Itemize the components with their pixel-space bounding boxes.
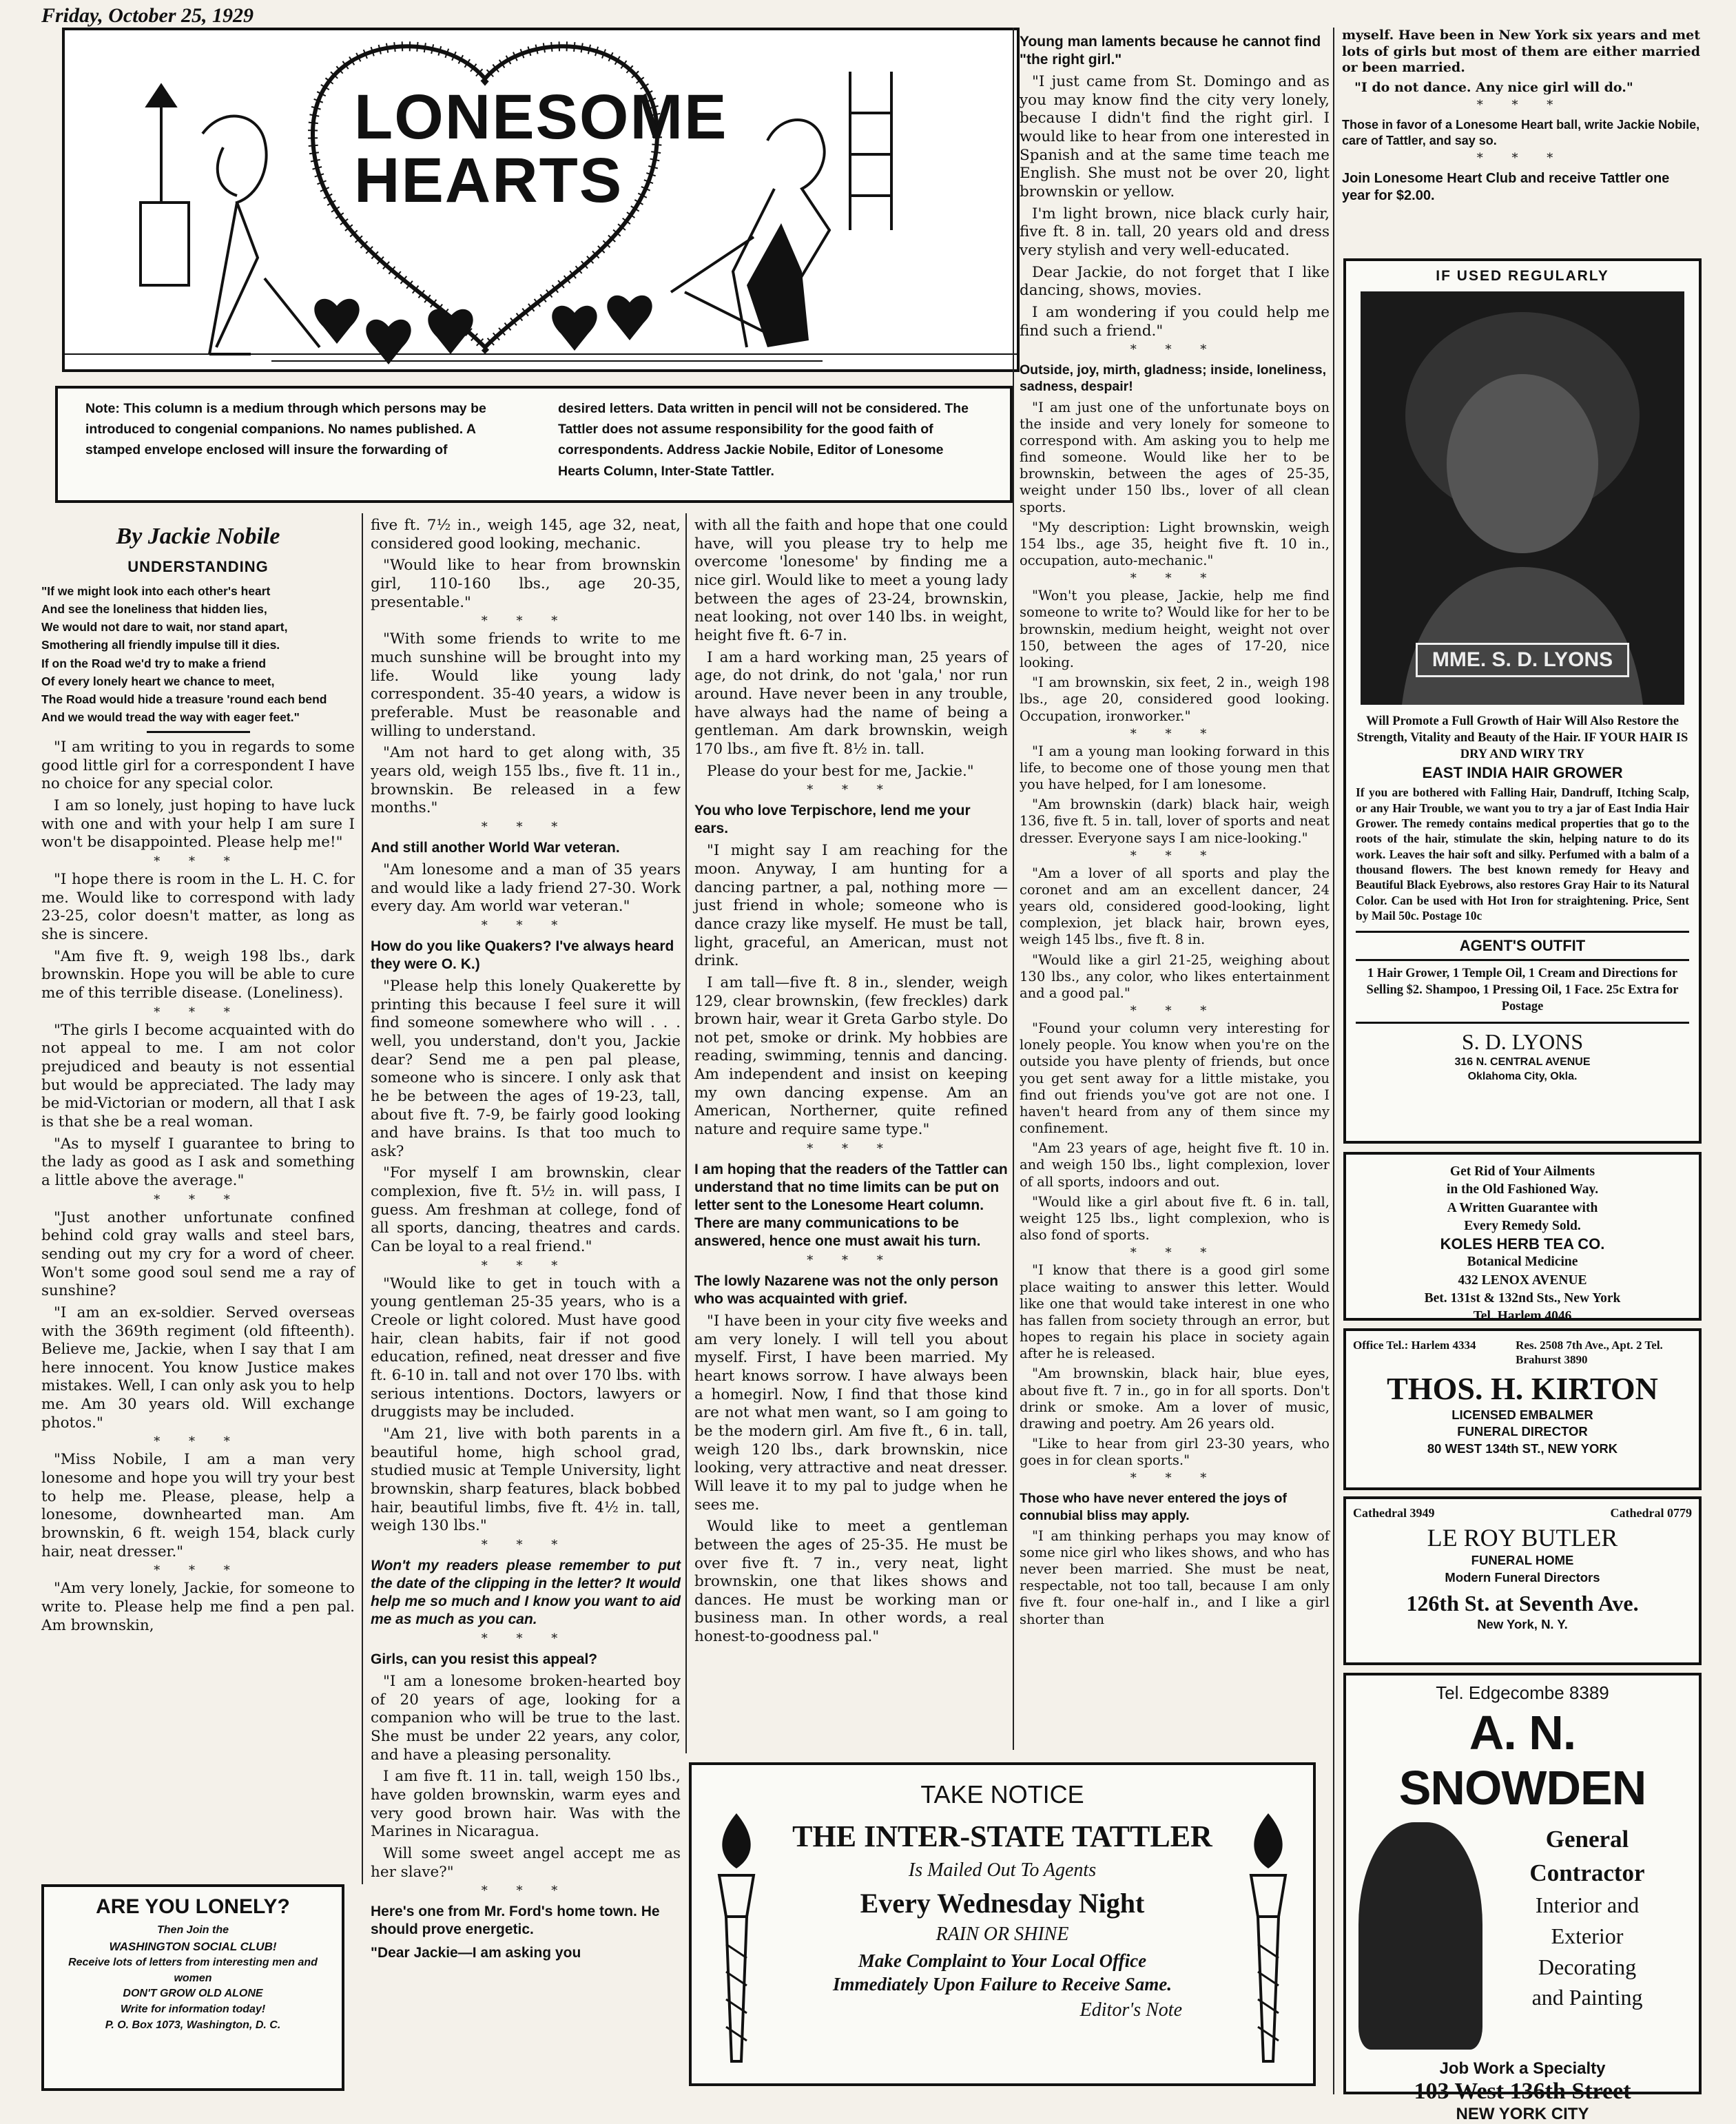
ad-line: Job Work a Specialty (1439, 2059, 1606, 2078)
letter-paragraph: "Am not hard to get along with, 35 years old, weigh 155 lbs., five ft. 11 in., brownskin. Be released in a few months." (371, 744, 681, 817)
ad-washington-social-club (41, 1884, 344, 2091)
letter-paragraph: "Please help this lonely Quakerette by printing this because I feel sure it will find someone somewhere who will . . . well, you understand, don't you, Jackie dear? Send me a pen pal please, someone who is sincere. I only ask that he be between the ages of 19-23, tall, about five ft. 7-9, be fairly good looking and have brains. Is that too much to ask? (371, 977, 681, 1160)
letter-paragraph: "Dear Jackie—I am asking you (371, 1945, 581, 1961)
editor-intro: You who love Terpischore, lend me your ears. (694, 803, 971, 837)
editor-intro: Here's one from Mr. Ford's home town. He should prove energetic. (371, 1904, 660, 1938)
editor-intro: I am hoping that the readers of the Tattler can understand that no time limits can be put on letter sent to the Lonesome Heart column. There are many communications to be answered, hence one must await his turn. (694, 1161, 1008, 1249)
letter-paragraph: "Am brownskin (dark) black hair, weigh 136, five ft. 5 in. tall, lover of sports and neat dresser. Everyone says I am nice-looking." (1020, 796, 1330, 846)
separator: * * * (1130, 1004, 1219, 1019)
ad-address: 316 N. CENTRAL AVENUE (1454, 1055, 1591, 1068)
ad-line: Tel. Harlem 4046 (1473, 1309, 1572, 1324)
separator: * * * (1130, 1471, 1219, 1486)
letter-paragraph: I am tall—five ft. 8 in., slender, weigh 129, clear brownskin, (few freckles) dark brown hair, wear it Greta Garbo style. Do not pet, smoke or drink. My hobbies are reading, swimming, tennis and dancing. Am independent and insist on keeping my own dancing expense. Am an American, Northerner, quite refined nature and require same type." (694, 973, 1008, 1139)
letter-paragraph: "For myself I am brownskin, clear complexion, five ft. 5½ in. will pass, I guess. Am freshman at college, fond of all sports, dancing, theatres and cards. Can be loyal to a real friend." (371, 1164, 681, 1256)
ad-line: General (1545, 1826, 1629, 1853)
letter-paragraph: "I just came from St. Domingo and as you may know find the city very lonely, because I didn't find the right girl. I would like to hear from one interested in Spanish and at the same time teach me English. She must not be over 20, light brownskin or yellow. (1020, 73, 1330, 200)
editor-intro: Outside, joy, mirth, gladness; inside, loneliness, sadness, despair! (1020, 362, 1326, 395)
byline: By Jackie Nobile (116, 524, 280, 549)
ad-company-name: THOS. H. KIRTON (1387, 1370, 1658, 1406)
letter-paragraph: "As to myself I guarantee to bring to the lady as good as I ask and something a little above the average." (41, 1135, 355, 1189)
separator: * * * (1476, 98, 1566, 113)
letter-paragraph: "Would like a girl about five ft. 6 in. tall, weight 125 lbs., light complexion, who is also fond of sports. (1020, 1193, 1330, 1244)
letter-paragraph: "Am lonesome and a man of 35 years and would like a lady friend 27-30. Work every day. Am world war veteran." (371, 860, 681, 916)
letter-paragraph: "Am 23 years of age, height five ft. 10 in. and weigh 150 lbs., light complexion, lover of all sports, indoors and out. (1020, 1140, 1330, 1190)
ad-address: 103 West 136th Street (1414, 2079, 1631, 2104)
letter-paragraph: "I am brownskin, six feet, 2 in., weigh 198 lbs., age 20, considered good looking. Occupation, ironworker." (1020, 674, 1330, 724)
ad-line: Exterior (1551, 1923, 1624, 1948)
letter-paragraph: "Am a lover of all sports and play the coronet and am an excellent dancer, 24 years old, considered good-looking, light complexion, jet black hair, brown eyes, weigh 145 lbs., five ft. 8 in. (1020, 865, 1330, 948)
separator: * * * (481, 614, 570, 629)
ad-line: DON'T GROW OLD ALONE (123, 1988, 263, 2000)
letter-paragraph: "I am writing to you in regards to some good little girl for a correspondent I have no choice for any special color. (41, 739, 355, 793)
letter-paragraph: Would like to meet a gentleman between the ages of 25-35. He must be over five ft. 7 in., very neat, light brownskin, one that likes shows and dances. He must be working man or business man. In other words, a real honest-to-goodness pal." (694, 1518, 1008, 1646)
ad-line: WASHINGTON SOCIAL CLUB! (109, 1939, 277, 1953)
ad-line: Interior and (1535, 1893, 1640, 1917)
separator: * * * (481, 1631, 570, 1647)
letter-paragraph: "Am brownskin, black hair, blue eyes, about five ft. 7 in., go in for all sports. Don't drink or smoke. Am a lover of music, drawing and poetry. Am 26 years old. (1020, 1365, 1330, 1432)
ad-line: 432 LENOX AVENUE (1458, 1272, 1587, 1288)
letter-paragraph: "I have been in your city five weeks and am very lonely. I will tell you about myself. First, I have been married. My heart knows sorrow. I have always been a homegirl. Now, I find that those kind are not what men want, so I am going to be the modern girl. Am five ft., 6 in. tall, weigh 120 lbs., dark brownskin, nice looking, very attractive and neat dresser. Will leave it to my pal to judge when he sees me. (694, 1312, 1008, 1514)
letter-paragraph: "I hope there is room in the L. H. C. for me. Would like to correspond with lady 23-25, color doesn't matter, as long as she is sincere. (41, 871, 355, 944)
ad-text: 1 Hair Grower, 1 Temple Oil, 1 Cream and Directions for Selling $2. Shampoo, 1 Pressing Oil, 1 Face. 25c Extra for Postage (1366, 966, 1679, 1013)
ad-company-name: A. N. SNOWDEN (1398, 1706, 1646, 1815)
column-1 (41, 517, 355, 1638)
separator: * * * (481, 1537, 570, 1552)
poem-line: "If we might look into each other's heart (41, 584, 271, 598)
notice-line: Make Complaint to Your Local Office Immediately Upon Failure to Receive Same. (833, 1950, 1172, 1994)
masthead-title-line2: HEARTS (354, 145, 623, 216)
ad-line: Every Remedy Sold. (1464, 1218, 1581, 1233)
torch-ornament-left (705, 1806, 767, 2068)
ad-address: New York, N. Y. (1477, 1616, 1568, 1631)
editor-intro: The lowly Nazarene was not the only person who was acquainted with grief. (694, 1272, 999, 1307)
letter-paragraph: "I know that there is a good girl some place waiting to answer this letter. Would like one that would take interest in one who has fallen from society through an error, but hopes to regain his place in society again after he is released. (1020, 1262, 1330, 1362)
ad-line: Modern Funeral Directors (1445, 1569, 1600, 1585)
ad-line: Receive lots of letters from interesting men and women (68, 1956, 318, 1984)
ad-line: FUNERAL DIRECTOR (1457, 1424, 1588, 1439)
editor-note-part2: desired letters. Data written in pencil will not be considered. The Tattler does not assume responsibility for the good faith of correspondents. Address Jackie Nobile, Editor of Lonesome Hearts Column, Inter-State Tattler. (558, 401, 969, 479)
letter-paragraph: "Am very lonely, Jackie, for someone to write to. Please help me find a pen pal. Am brownskin, (41, 1580, 355, 1634)
editor-intro: Those who have never entered the joys of connubial bliss may apply. (1020, 1491, 1287, 1523)
separator: * * * (154, 854, 242, 869)
editor-note (55, 386, 1013, 503)
poem-line: The Road would hide a treasure 'round each bend (41, 692, 327, 706)
take-notice-box (689, 1762, 1316, 2086)
notice-line: Every Wednesday Night (860, 1888, 1145, 1919)
letter-paragraph: I am wondering if you could help me find such a friend." (1020, 303, 1330, 340)
poem-line: Of every lonely heart we chance to meet, (41, 674, 275, 688)
letter-paragraph: "I do not dance. Any nice girl will do." (1354, 79, 1633, 95)
separator: * * * (154, 1434, 242, 1450)
column-rule (685, 513, 687, 1753)
ad-header: IF USED REGULARLY (1436, 268, 1609, 284)
separator: * * * (1476, 150, 1566, 165)
ad-phone: Cathedral 0779 (1610, 1506, 1692, 1520)
separator: * * * (807, 783, 896, 798)
ad-portrait (1361, 291, 1684, 705)
letter-paragraph: "Would like to hear from brownskin girl, 110-160 lbs., age 20-35, presentable." (371, 557, 681, 611)
letter-paragraph: I am so lonely, just hoping to have luck with one and with your help I am sure I won't be disappointed. Please help me!" (41, 797, 355, 852)
notice-paper-name: THE INTER-STATE TATTLER (792, 1819, 1212, 1853)
letter-paragraph: Will some sweet angel accept me as her slave?" (371, 1845, 681, 1881)
letter-paragraph: "I might say I am reaching for the moon. Anyway, I am hunting for a dancing partner, a pal, nothing more — just friend in whole; someone who is dance crazy like myself. He must be tall, light, graceful, an American, must not drink. (694, 842, 1008, 970)
ad-line: Contractor (1529, 1859, 1645, 1886)
ad-text: Will Promote a Full Growth of Hair Will Also Restore the Strength, Vitality and Beauty of the Hair. IF YOUR HAIR IS DRY AND WIRY TRY (1356, 714, 1688, 762)
letter-paragraph: "My description: Light brownskin, weigh 154 lbs., age 35, height five ft. 10 in., occupation, auto-mechanic." (1020, 519, 1330, 569)
dateline: Friday, October 25, 1929 (41, 4, 254, 27)
ad-line: Bet. 131st & 132nd Sts., New York (1424, 1290, 1621, 1306)
column-4 (1020, 28, 1330, 1631)
letter-paragraph: I am five ft. 11 in. tall, weigh 150 lbs., have golden brownskin, warm eyes and very good brown hair. Was with the Marines in Nicaragua. (371, 1768, 681, 1841)
poem-line: And we would tread the way with eager feet." (41, 710, 300, 724)
editor-intro: Those in favor of a Lonesome Heart ball, write Jackie Nobile, care of Tattler, and say so. (1342, 118, 1700, 147)
notice-line: Is Mailed Out To Agents (908, 1859, 1097, 1881)
portrait-nameplate: MME. S. D. LYONS (1416, 643, 1629, 677)
ad-line: and Painting (1531, 1985, 1643, 2010)
separator: * * * (1130, 571, 1219, 586)
separator: * * * (1130, 726, 1219, 741)
poem (41, 583, 355, 725)
letter-paragraph: "Like to hear from girl 23-30 years, who goes in for clean sports." (1020, 1436, 1330, 1469)
masthead-title-line1: LONESOME (354, 82, 728, 152)
ad-line: A Written Guarantee with (1447, 1200, 1598, 1215)
poem-line: Smothering all friendly impulse till it dies. (41, 638, 280, 652)
ad-le-roy-butler (1343, 1496, 1702, 1665)
letter-paragraph: "With some friends to write to me much sunshine will be brought into my life. Would like young lady correspondent. 35-40 years, a widow is preferable. Must be reasonable and willing to understand. (371, 630, 681, 740)
letter-paragraph: "Am five ft. 9, weigh 198 lbs., dark brownskin. Hope you will be able to cure me of this terrible disease. (Loneliness). (41, 947, 355, 1002)
letter-paragraph: "Would like a girl 21-25, weighing about 130 lbs., any color, who likes entertainment and a good pal." (1020, 951, 1330, 1001)
letter-paragraph: I am a hard working man, 25 years of age, do not drink, do not 'gala,' nor run around. Have never been in any trouble, have always had the name of being a gentleman. Am dark brownskin, weigh 170 lbs., am five ft. 8½ in. tall. (694, 648, 1008, 758)
club-offer: Join Lonesome Heart Club and receive Tattler one year for $2.00. (1342, 170, 1670, 203)
separator: * * * (1130, 848, 1219, 863)
column-5 (1342, 28, 1700, 208)
letter-paragraph: I'm light brown, nice black curly hair, five ft. 8 in. tall, 20 years old and dress very stylish and very well-educated. (1020, 205, 1330, 259)
separator: * * * (481, 819, 570, 834)
column-rule (1333, 28, 1334, 2094)
poem-title: UNDERSTANDING (127, 558, 269, 575)
separator: * * * (481, 918, 570, 933)
separator: * * * (807, 1141, 896, 1156)
ad-title: ARE YOU LONELY? (96, 1895, 290, 1918)
poem-line: And see the loneliness that hidden lies, (41, 602, 267, 617)
separator: * * * (481, 1258, 570, 1273)
ad-product-name: EAST INDIA HAIR GROWER (1422, 764, 1623, 782)
ad-koles-herb-tea (1343, 1152, 1702, 1324)
ad-phone: Cathedral 3949 (1353, 1506, 1435, 1520)
letter-paragraph: "Am 21, live with both parents in a beautiful home, high school grad, studied music at Temple University, light brownskin, sharp features, black bobbed hair, beautiful limbs, five ft. 4½ in. tall, weigh 130 lbs." (371, 1425, 681, 1535)
ad-thos-kirton (1343, 1328, 1702, 1490)
ad-portrait (1358, 1822, 1482, 2050)
letter-paragraph: "Found your column very interesting for lonely people. You know when you're on the outside you have plenty of friends, but once you get sent away for a little mistake, you find out friends you've got are not one. I haven't heard from any of them since my confinement. (1020, 1020, 1330, 1137)
ad-company-name: LE ROY BUTLER (1427, 1524, 1618, 1551)
ad-line: P. O. Box 1073, Washington, D. C. (105, 2019, 281, 2031)
ad-line: Botanical Medicine (1467, 1255, 1578, 1270)
letter-paragraph: five ft. 7½ in., weigh 145, age 32, neat, considered good looking, mechanic. (371, 517, 681, 553)
column-2 (371, 517, 681, 1966)
ad-address: 80 WEST 134th ST., NEW YORK (1427, 1441, 1618, 1456)
letter-paragraph: Dear Jackie, do not forget that I like dancing, shows, movies. (1020, 263, 1330, 300)
column-3 (694, 517, 1008, 1650)
masthead-illustration (62, 28, 1020, 372)
letter-paragraph: "I am a young man looking forward in this life, to become one of those young men that you have helped, for I am lonesome. (1020, 743, 1330, 793)
notice-title: TAKE NOTICE (920, 1780, 1084, 1808)
letter-paragraph: "Would like to get in touch with a young gentleman 25-35 years, who is a Creole or light colored. Must have good hair, clean habits, fair if not good education, refined, neat dresser and five ft. 6-10 in. tall and not over 170 lbs. with serious intentions. Doctors, lawyers or druggists may be included. (371, 1275, 681, 1421)
ad-address: Oklahoma City, Okla. (1467, 1071, 1578, 1083)
masthead-title (354, 82, 728, 216)
ad-company-name: S. D. LYONS (1356, 1022, 1689, 1055)
ad-line: Decorating (1538, 1954, 1637, 1979)
letter-paragraph: Please do your best for me, Jackie." (707, 762, 974, 780)
ad-a-n-snowden (1343, 1673, 1702, 2123)
ad-line: Write for information today! (120, 2003, 266, 2015)
column-rule (362, 513, 363, 1884)
ad-line: FUNERAL HOME (1471, 1553, 1574, 1567)
ad-phone: Office Tel.: Harlem 4334 (1353, 1339, 1476, 1352)
letter-paragraph: "I am a lonesome broken-hearted boy of 20 years of age, looking for a companion who will be true to the last. She must be under 22 years, any color, and have a pleasing personality. (371, 1673, 681, 1764)
ad-east-india-hair-grower (1343, 258, 1702, 1144)
notice-signature: Editor's Note (1079, 1999, 1182, 2021)
ad-line: Get Rid of Your Ailments (1449, 1164, 1595, 1179)
editor-intro: Won't my readers please remember to put the date of the clipping in the letter? It would help me so much and I know you want to aid me as much as you can. (371, 1557, 681, 1628)
separator: * * * (154, 1563, 242, 1578)
letter-paragraph: with all the faith and hope that one could have, will you please try to help me overcome 'lonesome' by finding me a nice girl. Would like to meet a young lady between the ages of 23-24, brownskin, neat looking, not over 140 lbs. in weight, height five ft. 6-7 in. (694, 517, 1008, 644)
ad-address: NEW YORK CITY (1456, 2105, 1589, 2123)
ad-line: in the Old Fashioned Way. (1446, 1182, 1599, 1197)
poem-line: If on the Road we'd try to make a friend (41, 656, 267, 670)
torch-ornament-right (1237, 1806, 1299, 2068)
ad-text: If you are bothered with Falling Hair, Dandruff, Itching Scalp, or any Hair Trouble, we want you to try a jar of East India Hair Grower. The remedy contains medical properties that go to the roots of the hair, stimulate the skin, helping nature to do its work. Leaves the hair soft and silky. Perfumed with a balm of a thousand flowers. The best known remedy for Heavy and Beautiful Black Eyebrows, also restores Gray Hair to its Natural Color. Can be used with Hot Iron for straightening. Price, Sent by Mail 50c. Postage 10c (1356, 785, 1689, 923)
letter-paragraph: "I am thinking perhaps you may know of some nice girl who likes shows, and who has never been married. She must be neat, respectable, not too tall, because I am only five ft. four one-half in., and I like a girl shorter than (1020, 1527, 1330, 1627)
editor-intro: Young man laments because he cannot find "the right girl." (1020, 34, 1321, 68)
editor-intro: And still another World War veteran. (371, 839, 620, 856)
letter-paragraph: "I am an ex-soldier. Served overseas with the 369th regiment (old fifteenth). Believe me, Jackie, when I say that I am here innocent. You know Justice makes mistakes. Well, I can only ask you to help me. Am 30 years old. Will exchange photos." (41, 1303, 355, 1432)
separator: * * * (154, 1004, 242, 1020)
letter-paragraph: "Miss Nobile, I am a man very lonesome and hope you will try your best to help me. Please, please, help a lonesome, downhearted man. Am brownskin, 6 ft. weigh 154, black curly hair, neat dresser." (41, 1451, 355, 1560)
ad-line: Then Join the (157, 1924, 229, 1936)
ad-phone: Tel. Edgecombe 8389 (1436, 1682, 1609, 1703)
letter-paragraph: myself. Have been in New York six years and met lots of girls but most of them are either married or been married. (1342, 28, 1700, 76)
divider (147, 731, 250, 733)
separator: * * * (154, 1192, 242, 1207)
editor-note-part1: Note: This column is a medium through which persons may be introduced to congenial companions. No names published. A stamped envelope enclosed will insure the forwarding of (85, 401, 486, 458)
letter-paragraph: "Won't you please, Jackie, help me find someone to write to? Would like for her to be brownskin, medium height, weight not over 150, between the ages of 17-20, nice looking. (1020, 588, 1330, 670)
editor-intro: Girls, can you resist this appeal? (371, 1651, 598, 1668)
notice-line: RAIN OR SHINE (936, 1924, 1069, 1945)
separator: * * * (1130, 342, 1219, 358)
ad-line: LICENSED EMBALMER (1451, 1407, 1593, 1422)
separator: * * * (481, 1884, 570, 1899)
letter-paragraph: "I am just one of the unfortunate boys on the inside and very lonely for someone to correspond with. Am asking you to help me find someone. Would like her to be brownskin, between the ages of 25-35, weight under 150 lbs., lover of all clean sports. (1020, 399, 1330, 515)
ad-address: 126th St. at Seventh Ave. (1406, 1590, 1639, 1616)
ad-subheader: AGENT'S OUTFIT (1356, 931, 1689, 961)
poem-line: We would not dare to wait, nor stand apart, (41, 620, 288, 635)
editor-intro: How do you like Quakers? I've always heard they were O. K.) (371, 938, 674, 972)
letter-paragraph: "The girls I become acquainted with do not appeal to me. I am not color prejudiced and beauty is not essential but would be appreciated. The lady may be mid-Victorian or modern, all that I ask is that she be a real woman. (41, 1021, 355, 1131)
ad-phone: Res. 2508 7th Ave., Apt. 2 Tel. Brahurst 3890 (1516, 1339, 1663, 1367)
separator: * * * (807, 1252, 896, 1268)
separator: * * * (1130, 1246, 1219, 1261)
ad-company-name: KOLES HERB TEA CO. (1440, 1235, 1605, 1253)
letter-paragraph: "Just another unfortunate confined behind cold gray walls and steel bars, sending out my cry for a word of cheer. Won't some good soul send me a ray of sunshine? (41, 1208, 355, 1300)
column-rule (1013, 28, 1014, 1750)
